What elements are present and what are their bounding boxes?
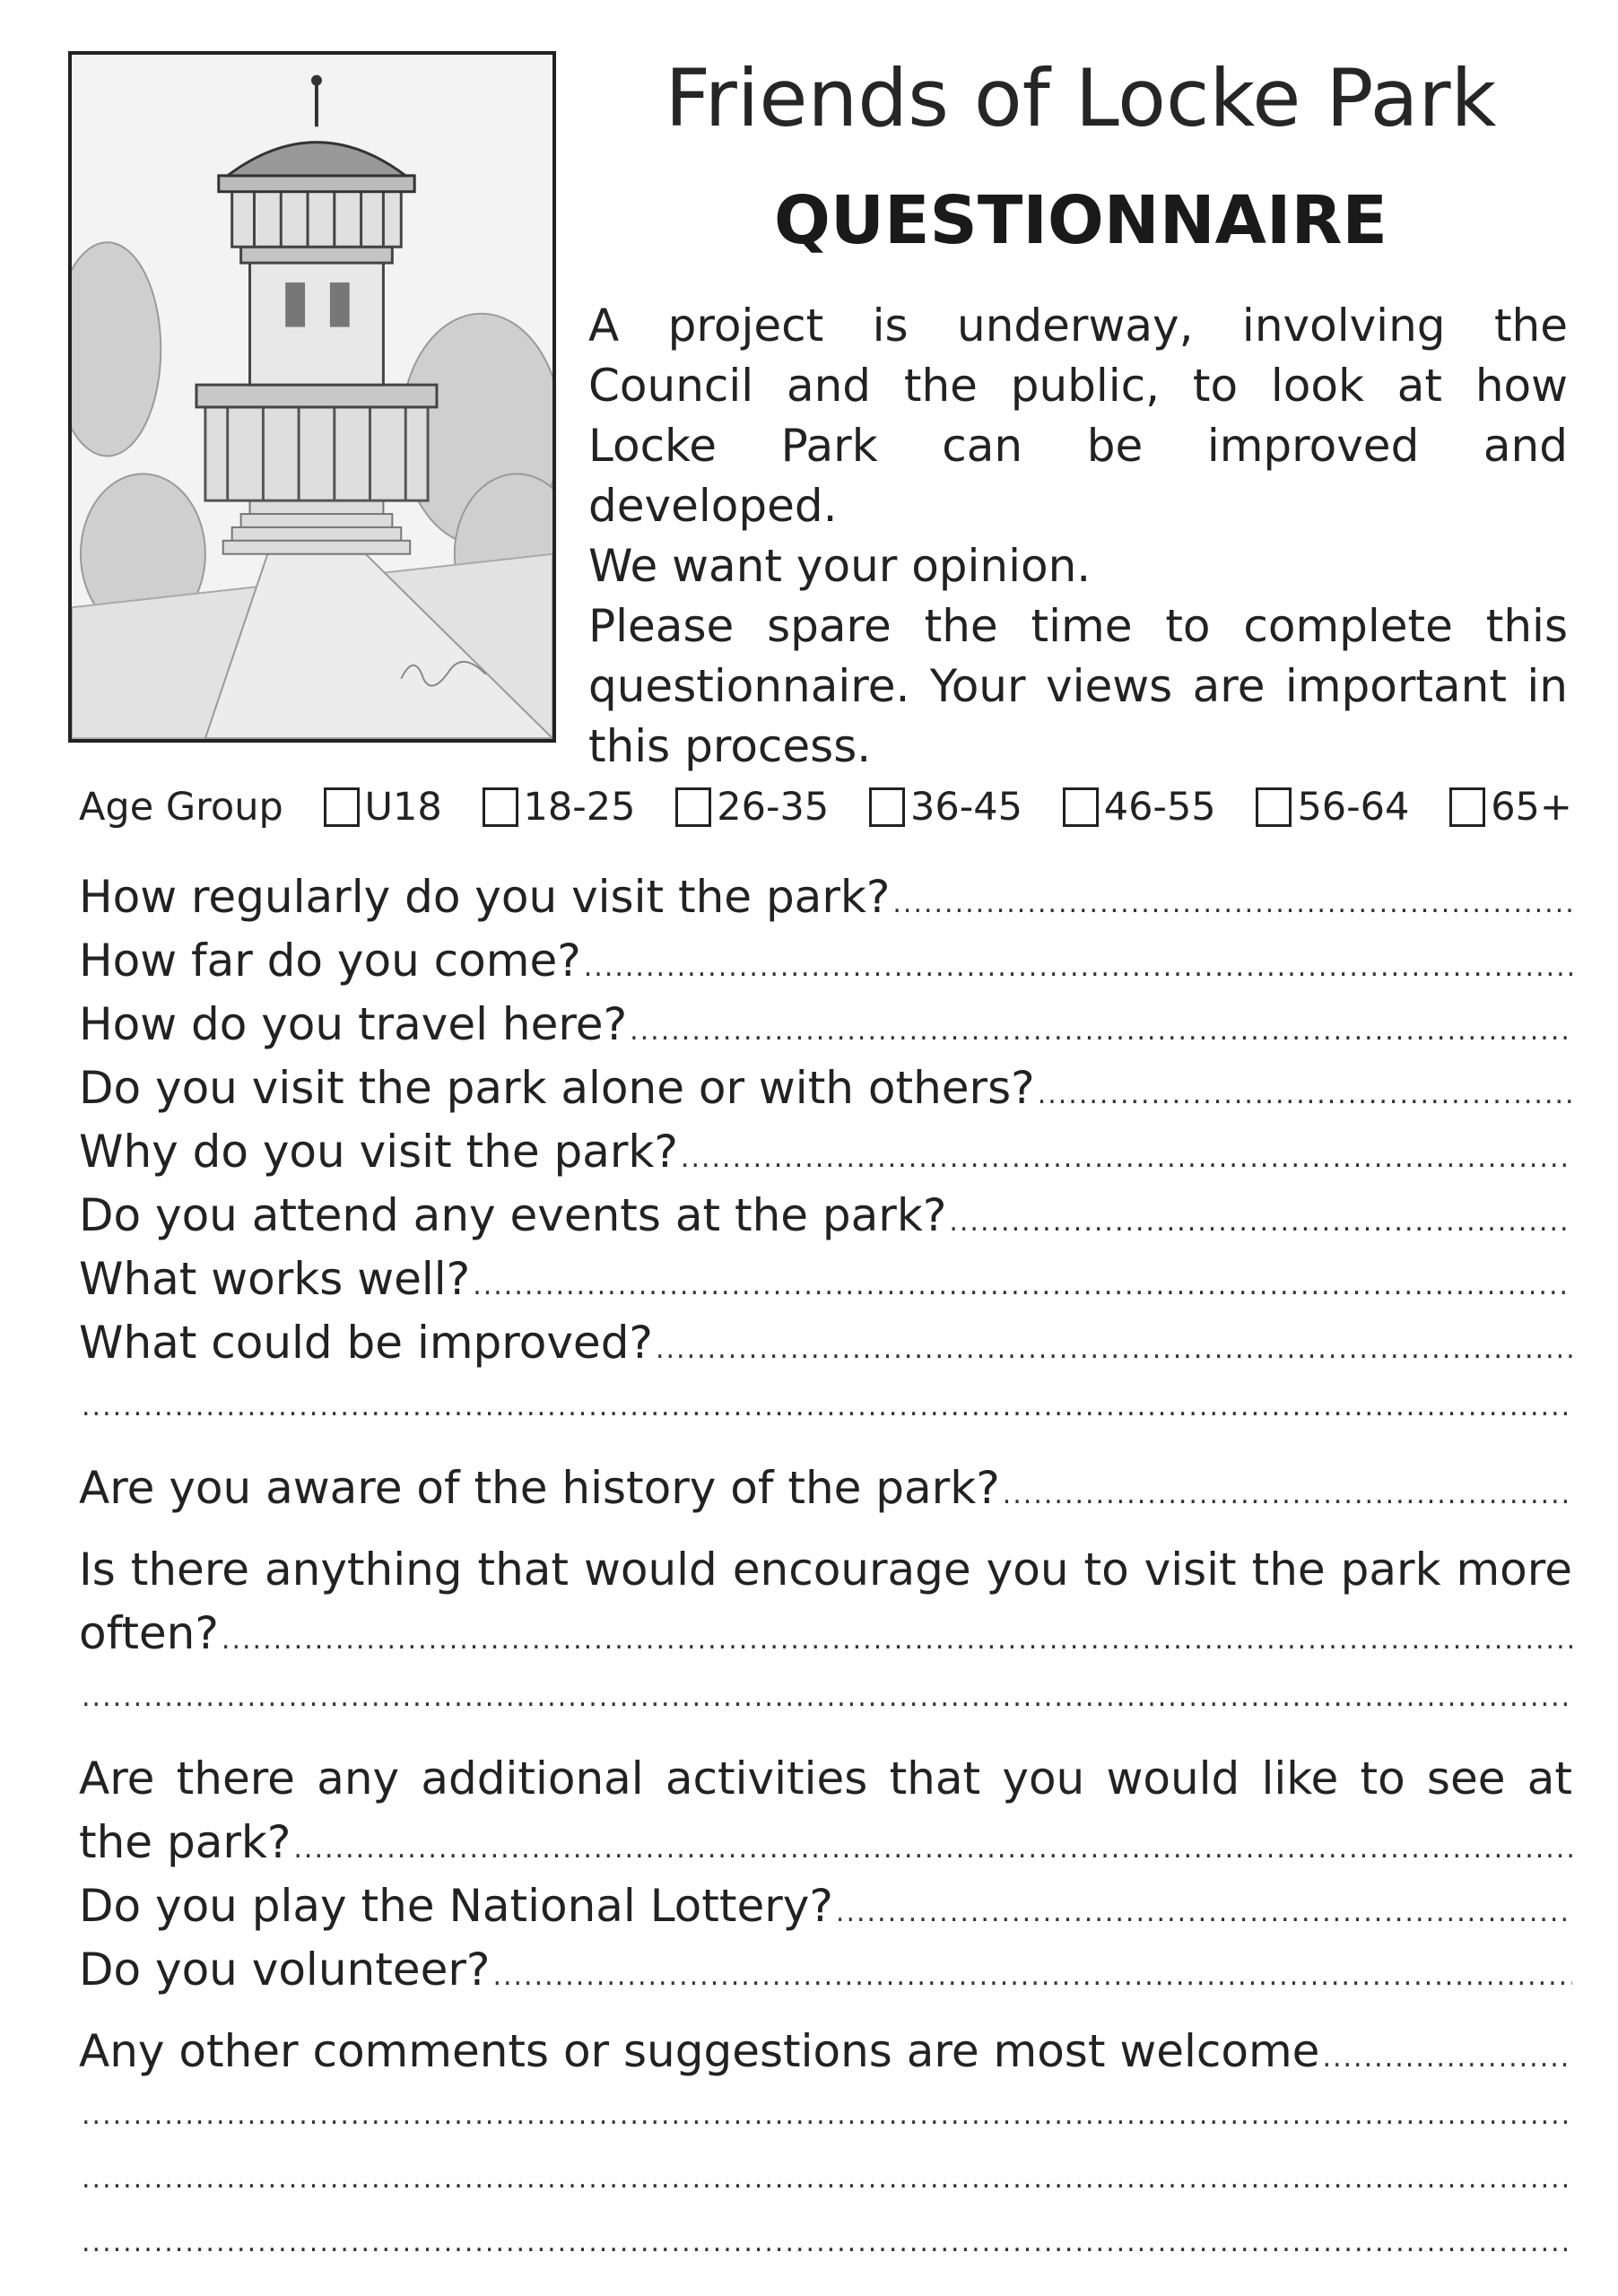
answer-line[interactable]	[222, 1608, 1572, 1672]
question-row	[79, 2020, 1572, 2083]
answer-line[interactable]	[892, 872, 1572, 935]
answer-line[interactable]	[82, 2211, 1572, 2274]
answer-line[interactable]	[949, 1190, 1572, 1254]
question-text: Do you attend any events at the park?	[79, 1189, 947, 1241]
question-text: What could be improved?	[79, 1317, 653, 1369]
question-text: How do you travel here?	[79, 998, 628, 1050]
answer-line[interactable]	[82, 1375, 1572, 1439]
question-text: Do you volunteer?	[79, 1944, 491, 1996]
answer-row	[79, 1665, 1572, 1729]
question-text: How regularly do you visit the park?	[79, 871, 891, 923]
question-row	[79, 929, 1572, 993]
checkbox[interactable]	[324, 787, 360, 827]
answer-line[interactable]	[82, 2147, 1572, 2211]
question-text: What works well?	[79, 1253, 471, 1305]
answer-row	[79, 2147, 1572, 2211]
question-text: Is there anything that would encourage you to visit the park more	[79, 1544, 1572, 1596]
question-row	[79, 1248, 1572, 1311]
checkbox[interactable]	[1256, 787, 1292, 827]
question-row	[79, 1602, 1572, 1665]
question-row	[79, 1938, 1572, 2002]
intro-paragraph: Please spare the time to complete this questionnaire. Your views are important in this process.	[588, 600, 1568, 772]
checkbox[interactable]	[869, 787, 905, 827]
question-text: Are there any additional activities that you would like to see at	[79, 1752, 1572, 1805]
question-text: How far do you come?	[79, 935, 581, 987]
answer-row	[79, 2083, 1572, 2147]
question-row	[79, 1184, 1572, 1248]
intro-paragraph: We want your opinion.	[588, 540, 1092, 592]
question-text: Any other comments or suggestions are most welcome	[79, 2025, 1320, 2077]
answer-line[interactable]	[293, 1817, 1572, 1881]
checkbox[interactable]	[483, 787, 518, 827]
age-option-26-35[interactable]: 26-35	[675, 785, 829, 830]
answer-row	[79, 2211, 1572, 2274]
answer-line[interactable]	[630, 999, 1572, 1063]
page-subtitle: QUESTIONNAIRE	[774, 182, 1387, 259]
age-option-u18[interactable]: U18	[324, 785, 442, 830]
question-row	[79, 993, 1572, 1057]
age-option-46-55[interactable]: 46-55	[1063, 785, 1216, 830]
question-row	[79, 865, 1572, 929]
questions-list	[79, 865, 1572, 2274]
question-row	[79, 1120, 1572, 1184]
question-row	[79, 1811, 1572, 1874]
park-tower-sketch	[68, 51, 556, 743]
question-row	[79, 1057, 1572, 1120]
answer-line[interactable]	[82, 1665, 1572, 1729]
age-option-65-plus[interactable]: 65+	[1449, 785, 1572, 830]
answer-line[interactable]	[1322, 2026, 1572, 2090]
question-row	[79, 1874, 1572, 1938]
question-text: often?	[79, 1607, 219, 1659]
answer-line[interactable]	[473, 1254, 1572, 1318]
intro-paragraph: A project is underway, involving the Council and the public, to look at how Locke Park can be improved and developed.	[588, 300, 1568, 532]
question-text: the park?	[79, 1816, 291, 1868]
answer-line[interactable]	[656, 1318, 1572, 1381]
age-group-row	[79, 778, 1572, 836]
answer-line[interactable]	[492, 1944, 1572, 2008]
answer-line[interactable]	[1003, 1463, 1572, 1526]
answer-line[interactable]	[1038, 1063, 1572, 1126]
checkbox[interactable]	[1449, 787, 1485, 827]
answer-line[interactable]	[836, 1881, 1572, 1944]
answer-line[interactable]	[681, 1126, 1572, 1190]
question-row	[79, 1457, 1572, 1520]
question-text: Why do you visit the park?	[79, 1126, 678, 1178]
age-option-36-45[interactable]: 36-45	[869, 785, 1022, 830]
page-title: Friends of Locke Park	[665, 52, 1497, 144]
answer-row	[79, 1375, 1572, 1439]
answer-line[interactable]	[82, 2083, 1572, 2147]
question-row	[79, 1311, 1572, 1375]
question-text: Are you aware of the history of the park?	[79, 1462, 1000, 1514]
age-group-label: Age Group	[79, 785, 283, 830]
age-option-18-25[interactable]: 18-25	[483, 785, 636, 830]
question-text: Do you visit the park alone or with others?	[79, 1062, 1035, 1114]
intro-text	[588, 296, 1568, 777]
checkbox[interactable]	[1063, 787, 1099, 827]
question-text: Do you play the National Lottery?	[79, 1880, 833, 1932]
checkbox[interactable]	[675, 787, 711, 827]
answer-line[interactable]	[584, 935, 1572, 999]
age-option-56-64[interactable]: 56-64	[1256, 785, 1409, 830]
tower-illustration	[72, 55, 552, 739]
